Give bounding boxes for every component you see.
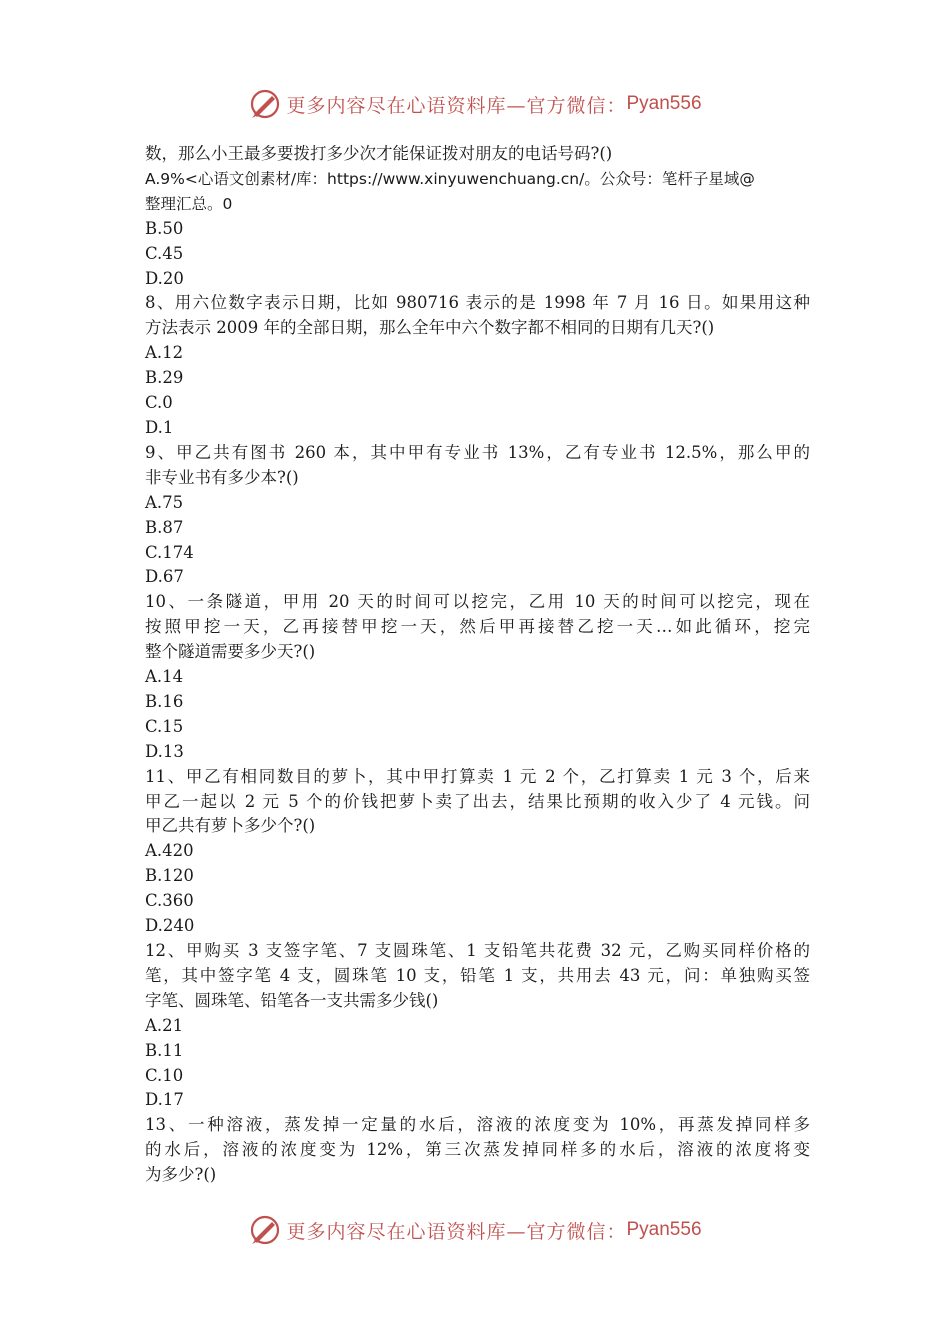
- text-line: C.174: [145, 542, 194, 562]
- text-line: B.11: [145, 1040, 184, 1060]
- text-line: D.20: [145, 268, 184, 288]
- text-line: B.50: [145, 218, 184, 238]
- text-line: 10、一条隧道，甲用 20 天的时间可以挖完，乙用 10 天的时间可以挖完，现在: [145, 592, 810, 612]
- footer-banner: [0, 1212, 950, 1248]
- text-line: B.29: [145, 368, 184, 388]
- text-line: 数，那么小王最多要拨打多少次才能保证拨对朋友的电话号码?(): [145, 144, 613, 163]
- text-line: B.120: [145, 866, 194, 886]
- text-line: C.360: [145, 891, 194, 911]
- text-line: D.1: [145, 417, 174, 437]
- text-line: D.67: [145, 567, 184, 587]
- pen-circle-logo-icon: [248, 87, 282, 121]
- text-line: C.0: [145, 393, 173, 413]
- text-line: 方法表示 2009 年的全部日期，那么全年中六个数字都不相同的日期有几天?(): [145, 318, 715, 338]
- text-line: 13、一种溶液，蒸发掉一定量的水后，溶液的浓度变为 10%，再蒸发掉同样多: [145, 1115, 810, 1135]
- text-line: 非专业书有多少本?(): [145, 467, 299, 487]
- text-line: 12、甲购买 3 支签字笔、7 支圆珠笔、1 支铅笔共花费 32 元，乙购买同样价格的: [145, 941, 810, 960]
- text-line: A.75: [145, 492, 184, 512]
- text-line: 整个隧道需要多少天?(): [145, 642, 316, 662]
- text-line: D.13: [145, 741, 184, 761]
- text-line: A.9%<心语文创素材/库：https://www.xinyuwenchuang.cn/。公众号：笔杆子星域@: [145, 169, 755, 188]
- text-line: B.16: [145, 691, 184, 711]
- header-banner: [0, 86, 950, 122]
- text-line: A.420: [145, 841, 194, 861]
- text-line: 笔，其中签字笔 4 支，圆珠笔 10 支，铅笔 1 支，共用去 43 元，问：单独购买签: [145, 965, 810, 985]
- banner-text: 更多内容尽在心语资料库—官方微信：: [286, 1220, 627, 1243]
- text-line: C.10: [145, 1065, 184, 1085]
- text-line: 8、用六位数字表示日期，比如 980716 表示的是 1998 年 7 月 16 日。如果用这种: [145, 293, 810, 313]
- text-line: D.240: [145, 916, 195, 936]
- text-line: A.21: [145, 1015, 184, 1035]
- text-line: C.45: [145, 243, 184, 263]
- text-line: 9、甲乙共有图书 260 本，其中甲有专业书 13%，乙有专业书 12.5%，那么甲的: [145, 442, 810, 462]
- text-line: 字笔、圆珠笔、铅笔各一支共需多少钱(): [145, 990, 439, 1010]
- banner-text: 更多内容尽在心语资料库—官方微信：: [286, 94, 627, 117]
- text-line: C.15: [145, 716, 184, 736]
- text-line: 11、甲乙有相同数目的萝卜，其中甲打算卖 1 元 2 个，乙打算卖 1 元 3 个，后来: [145, 766, 810, 786]
- banner-wechat-id: Pyan556: [626, 93, 702, 114]
- text-line: B.87: [145, 517, 184, 537]
- text-line: 的水后，溶液的浓度变为 12%，第三次蒸发掉同样多的水后，溶液的浓度将变: [145, 1140, 810, 1160]
- text-line: A.14: [145, 667, 184, 687]
- text-line: 整理汇总。0: [145, 194, 233, 213]
- pen-circle-logo-icon: [248, 1213, 282, 1247]
- text-line: 为多少?(): [145, 1165, 217, 1185]
- text-line: A.12: [145, 343, 184, 363]
- text-line: 甲乙共有萝卜多少个?(): [145, 816, 316, 836]
- text-line: D.17: [145, 1090, 184, 1110]
- document-body: [145, 142, 810, 1188]
- text-line: 按照甲挖一天，乙再接替甲挖一天，然后甲再接替乙挖一天…如此循环，挖完: [145, 617, 810, 637]
- banner-wechat-id: Pyan556: [626, 1219, 702, 1240]
- text-line: 甲乙一起以 2 元 5 个的价钱把萝卜卖了出去，结果比预期的收入少了 4 元钱。问: [145, 791, 810, 811]
